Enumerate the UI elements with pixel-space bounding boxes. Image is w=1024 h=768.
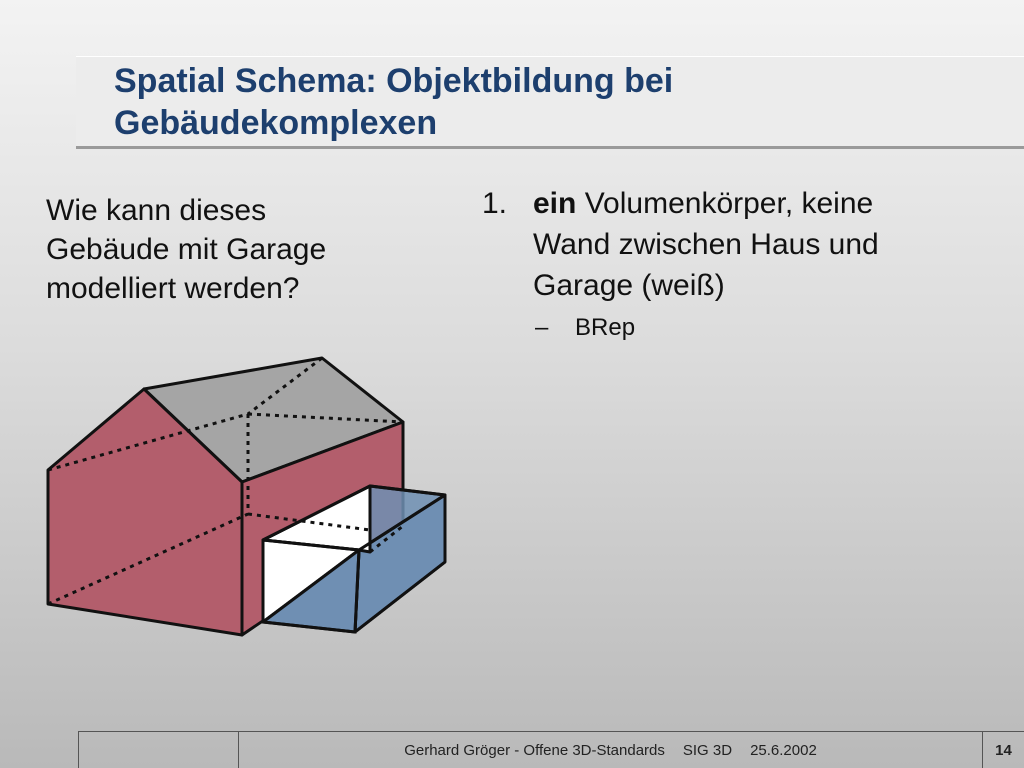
footer-info-cell: [238, 732, 982, 768]
list-line-1-rest: Volumenkörper, keine: [576, 187, 874, 220]
footer-author: Gerhard Gröger - Offene 3D-Standards: [404, 741, 665, 759]
footer-event: SIG 3D: [682, 741, 733, 759]
page-number: 14: [982, 732, 1024, 768]
slide-title-line-2: Gebäudekomplexen: [114, 104, 438, 142]
list-line-3: Garage (weiß): [533, 269, 725, 302]
list-number: 1.: [482, 187, 508, 220]
question-line-2: Gebäude mit Garage: [46, 233, 327, 266]
footer: [78, 731, 1024, 768]
sub-bullet-dash: –: [535, 314, 549, 341]
question-line-1: Wie kann dieses: [46, 194, 267, 227]
list-line-2: Wand zwischen Haus und: [533, 228, 879, 261]
footer-logo-cell: [78, 732, 238, 768]
question-line-3: modelliert werden?: [46, 272, 300, 305]
slide-title-line-1: Spatial Schema: Objektbildung bei: [114, 62, 674, 100]
list-bold-word: ein: [533, 187, 577, 220]
sub-bullet-text: BRep: [575, 314, 636, 341]
footer-date: 25.6.2002: [750, 741, 817, 759]
